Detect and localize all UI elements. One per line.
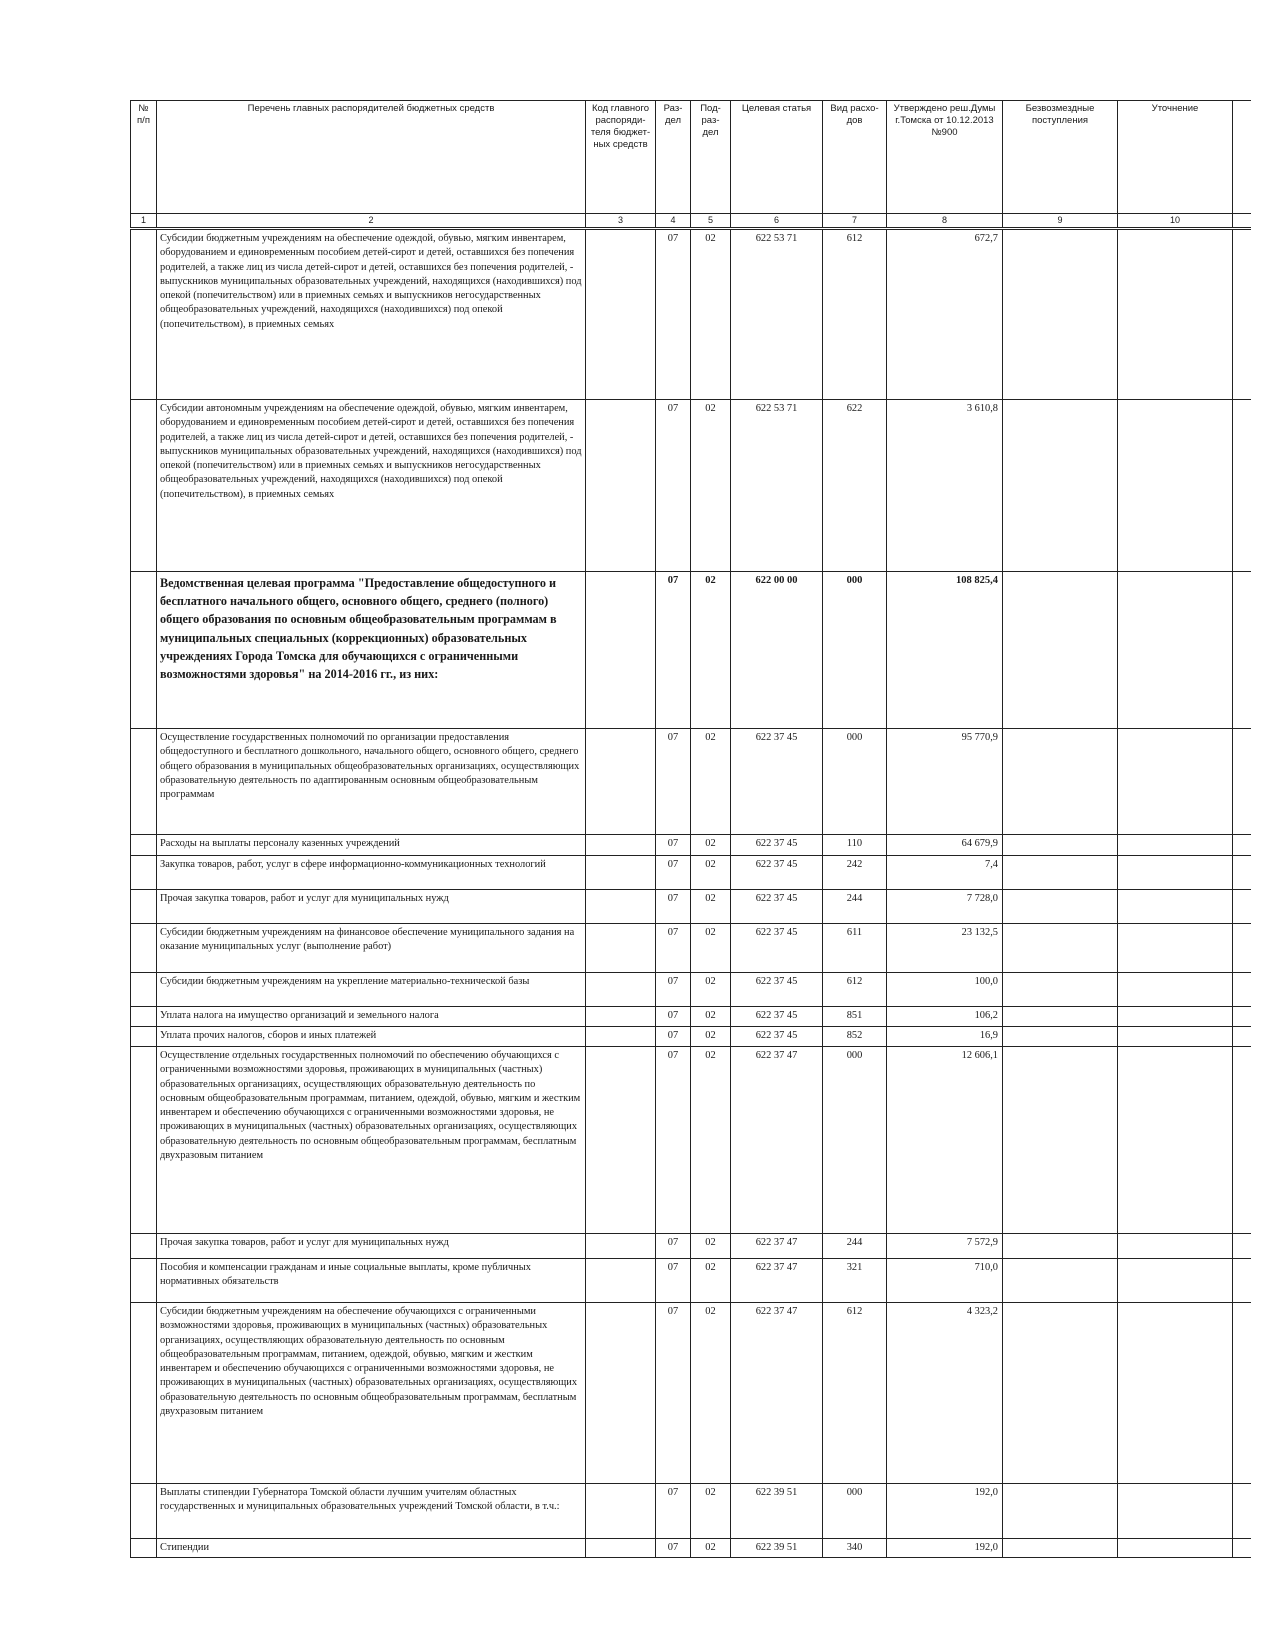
row-number-cell: [131, 924, 157, 973]
row-code-cell: [586, 973, 656, 1007]
row-statya-cell: 622 37 47: [731, 1234, 823, 1259]
row-amount-cell: 106,2: [887, 1007, 1003, 1027]
row-number-cell: [131, 729, 157, 835]
row-overflow-cell: [1233, 973, 1251, 1007]
row-amount-cell: 672,7: [887, 229, 1003, 400]
row-vid-cell: 000: [823, 729, 887, 835]
row-vid-cell: 611: [823, 924, 887, 973]
row-vid-cell: 000: [823, 572, 887, 729]
row-razdel-cell: 07: [656, 856, 691, 890]
row-razdel-cell: 07: [656, 1007, 691, 1027]
header-cell-vid: Вид расхо-дов: [823, 101, 887, 214]
row-razdel-cell: 07: [656, 1234, 691, 1259]
row-podrazdel-cell: 02: [691, 572, 731, 729]
column-number: 5: [691, 214, 731, 229]
row-vid-cell: 244: [823, 890, 887, 924]
row-grants-cell: [1003, 1259, 1118, 1303]
row-amount-cell: 95 770,9: [887, 729, 1003, 835]
row-code-cell: [586, 890, 656, 924]
row-razdel-cell: 07: [656, 572, 691, 729]
row-name-cell: Субсидии бюджетным учреждениям на укрепление материально-технической базы: [157, 973, 586, 1007]
row-refinement-cell: [1118, 890, 1233, 924]
column-number: 7: [823, 214, 887, 229]
header-cell-name: Перечень главных распорядителей бюджетных средств: [157, 101, 586, 214]
row-podrazdel-cell: 02: [691, 729, 731, 835]
row-number-cell: [131, 835, 157, 856]
row-grants-cell: [1003, 1539, 1118, 1558]
row-name-cell: Прочая закупка товаров, работ и услуг для муниципальных нужд: [157, 1234, 586, 1259]
row-amount-cell: 108 825,4: [887, 572, 1003, 729]
header-cell-statya: Целевая статья: [731, 101, 823, 214]
row-overflow-cell: [1233, 890, 1251, 924]
table-row: [131, 1259, 1251, 1303]
row-number-cell: [131, 890, 157, 924]
table-row: [131, 1007, 1251, 1027]
row-grants-cell: [1003, 856, 1118, 890]
header-cell-podrazdel: Под-раз-дел: [691, 101, 731, 214]
row-grants-cell: [1003, 1027, 1118, 1047]
row-statya-cell: 622 39 51: [731, 1484, 823, 1539]
column-number: 2: [157, 214, 586, 229]
row-overflow-cell: [1233, 572, 1251, 729]
row-number-cell: [131, 1303, 157, 1484]
row-overflow-cell: [1233, 1539, 1251, 1558]
header-cell-overflow: [1233, 101, 1251, 214]
row-vid-cell: 242: [823, 856, 887, 890]
row-refinement-cell: [1118, 1027, 1233, 1047]
row-number-cell: [131, 572, 157, 729]
table-row: [131, 973, 1251, 1007]
row-podrazdel-cell: 02: [691, 400, 731, 572]
column-number: 3: [586, 214, 656, 229]
row-razdel-cell: 07: [656, 1259, 691, 1303]
header-cell-refinement: Уточнение: [1118, 101, 1233, 214]
row-refinement-cell: [1118, 229, 1233, 400]
row-amount-cell: 7,4: [887, 856, 1003, 890]
row-overflow-cell: [1233, 400, 1251, 572]
row-vid-cell: 612: [823, 973, 887, 1007]
row-amount-cell: 23 132,5: [887, 924, 1003, 973]
row-name-cell: Расходы на выплаты персоналу казенных учреждений: [157, 835, 586, 856]
row-code-cell: [586, 1484, 656, 1539]
table-row: [131, 1047, 1251, 1234]
row-name-cell: Субсидии бюджетным учреждениям на обеспечение обучающихся с ограниченными возможностями здоровья, проживающих в муниципальных (частных) образовательных организациях, осуществляющих образовательную деятельность по основным общеобразовательным программам, питанием, одеждой, обувью, мягким и жестким инвентарем и обеспечению обучающихся с ограниченными возможностями здоровья, не проживающих в муниципальных (частных) образовательных организациях, осуществляющих образовательную деятельность по основным общеобразовательным программам, бесплатным двухразовым питанием: [157, 1303, 586, 1484]
row-code-cell: [586, 1539, 656, 1558]
column-number-row: [131, 214, 1251, 229]
row-grants-cell: [1003, 1234, 1118, 1259]
row-refinement-cell: [1118, 856, 1233, 890]
row-code-cell: [586, 1259, 656, 1303]
row-podrazdel-cell: 02: [691, 924, 731, 973]
row-name-cell: Субсидии бюджетным учреждениям на финансовое обеспечение муниципального задания на оказание муниципальных услуг (выполнение работ): [157, 924, 586, 973]
row-amount-cell: 710,0: [887, 1259, 1003, 1303]
row-vid-cell: 000: [823, 1484, 887, 1539]
row-grants-cell: [1003, 973, 1118, 1007]
row-vid-cell: 851: [823, 1007, 887, 1027]
row-number-cell: [131, 1007, 157, 1027]
row-podrazdel-cell: 02: [691, 1539, 731, 1558]
row-overflow-cell: [1233, 1259, 1251, 1303]
row-razdel-cell: 07: [656, 924, 691, 973]
table-row: [131, 1234, 1251, 1259]
row-statya-cell: 622 53 71: [731, 229, 823, 400]
row-razdel-cell: 07: [656, 890, 691, 924]
row-code-cell: [586, 1234, 656, 1259]
row-podrazdel-cell: 02: [691, 229, 731, 400]
table-row: [131, 1303, 1251, 1484]
row-grants-cell: [1003, 229, 1118, 400]
row-podrazdel-cell: 02: [691, 890, 731, 924]
table-row: [131, 1027, 1251, 1047]
row-vid-cell: 110: [823, 835, 887, 856]
row-overflow-cell: [1233, 729, 1251, 835]
row-podrazdel-cell: 02: [691, 835, 731, 856]
header-cell-grants: Безвозмездные поступления: [1003, 101, 1118, 214]
row-razdel-cell: 07: [656, 229, 691, 400]
row-code-cell: [586, 229, 656, 400]
row-refinement-cell: [1118, 1303, 1233, 1484]
row-amount-cell: 12 606,1: [887, 1047, 1003, 1234]
row-refinement-cell: [1118, 835, 1233, 856]
row-name-cell: Ведомственная целевая программа "Предоставление общедоступного и бесплатного начального общего, основного общего, среднего (полного) общего образования по основным общеобразовательным программам в муниципальных специальных (коррекционных) образовательных учреждениях Города Томска для обучающихся с ограниченными возможностями здоровья" на 2014-2016 гг., из них:: [157, 572, 586, 729]
column-number: 1: [131, 214, 157, 229]
row-razdel-cell: 07: [656, 1484, 691, 1539]
row-number-cell: [131, 1027, 157, 1047]
row-refinement-cell: [1118, 1484, 1233, 1539]
row-name-cell: Субсидии автономным учреждениям на обеспечение одеждой, обувью, мягким инвентарем, оборудованием и единовременным пособием детей-сирот и детей, оставшихся без попечения родителей, а также лиц из числа детей-сирот и детей, оставшихся без попечения родителей, - выпускников муниципальных образовательных учреждений, находящихся (находившихся) под опекой (попечительством) или в приемных семьях и выпускников негосударственных общеобразовательных учреждений, находящихся (находившихся) под опекой (попечительством), в приемных семьях: [157, 400, 586, 572]
row-name-cell: Прочая закупка товаров, работ и услуг для муниципальных нужд: [157, 890, 586, 924]
table-row: [131, 890, 1251, 924]
table-row: [131, 572, 1251, 729]
row-refinement-cell: [1118, 973, 1233, 1007]
row-number-cell: [131, 229, 157, 400]
row-name-cell: Уплата прочих налогов, сборов и иных платежей: [157, 1027, 586, 1047]
row-code-cell: [586, 1303, 656, 1484]
table-row: [131, 1539, 1251, 1558]
row-name-cell: Пособия и компенсации гражданам и иные социальные выплаты, кроме публичных нормативных обязательств: [157, 1259, 586, 1303]
row-amount-cell: 100,0: [887, 973, 1003, 1007]
row-podrazdel-cell: 02: [691, 1047, 731, 1234]
row-vid-cell: 612: [823, 229, 887, 400]
row-statya-cell: 622 37 47: [731, 1303, 823, 1484]
row-grants-cell: [1003, 1047, 1118, 1234]
row-statya-cell: 622 37 45: [731, 1027, 823, 1047]
row-code-cell: [586, 1007, 656, 1027]
row-refinement-cell: [1118, 1539, 1233, 1558]
row-amount-cell: 64 679,9: [887, 835, 1003, 856]
row-statya-cell: 622 37 45: [731, 835, 823, 856]
row-code-cell: [586, 835, 656, 856]
row-statya-cell: 622 37 45: [731, 890, 823, 924]
header-cell-number: № п/п: [131, 101, 157, 214]
row-statya-cell: 622 37 47: [731, 1047, 823, 1234]
row-overflow-cell: [1233, 856, 1251, 890]
row-razdel-cell: 07: [656, 1027, 691, 1047]
row-podrazdel-cell: 02: [691, 1484, 731, 1539]
header-cell-code: Код главного распоряди-теля бюджет-ных средств: [586, 101, 656, 214]
header-cell-approved: Утверждено реш.Думы г.Томска от 10.12.2013 №900: [887, 101, 1003, 214]
row-vid-cell: 000: [823, 1047, 887, 1234]
row-podrazdel-cell: 02: [691, 856, 731, 890]
row-refinement-cell: [1118, 924, 1233, 973]
column-number: [1233, 214, 1251, 229]
table-row: [131, 400, 1251, 572]
row-number-cell: [131, 1259, 157, 1303]
row-number-cell: [131, 1047, 157, 1234]
row-refinement-cell: [1118, 729, 1233, 835]
row-amount-cell: 3 610,8: [887, 400, 1003, 572]
row-razdel-cell: 07: [656, 1303, 691, 1484]
row-vid-cell: 321: [823, 1259, 887, 1303]
row-podrazdel-cell: 02: [691, 1234, 731, 1259]
row-statya-cell: 622 37 45: [731, 924, 823, 973]
row-number-cell: [131, 400, 157, 572]
column-number: 8: [887, 214, 1003, 229]
row-number-cell: [131, 1539, 157, 1558]
table-row: [131, 229, 1251, 400]
row-name-cell: Закупка товаров, работ, услуг в сфере информационно-коммуникационных технологий: [157, 856, 586, 890]
row-amount-cell: 4 323,2: [887, 1303, 1003, 1484]
row-grants-cell: [1003, 729, 1118, 835]
row-statya-cell: 622 37 45: [731, 856, 823, 890]
row-code-cell: [586, 924, 656, 973]
column-number: 9: [1003, 214, 1118, 229]
row-statya-cell: 622 37 45: [731, 1007, 823, 1027]
row-overflow-cell: [1233, 1047, 1251, 1234]
row-grants-cell: [1003, 572, 1118, 729]
row-statya-cell: 622 53 71: [731, 400, 823, 572]
row-name-cell: Уплата налога на имущество организаций и земельного налога: [157, 1007, 586, 1027]
row-code-cell: [586, 1027, 656, 1047]
row-number-cell: [131, 856, 157, 890]
row-vid-cell: 340: [823, 1539, 887, 1558]
row-overflow-cell: [1233, 229, 1251, 400]
row-grants-cell: [1003, 835, 1118, 856]
row-grants-cell: [1003, 1007, 1118, 1027]
row-grants-cell: [1003, 400, 1118, 572]
row-amount-cell: 7 728,0: [887, 890, 1003, 924]
row-number-cell: [131, 1234, 157, 1259]
row-refinement-cell: [1118, 400, 1233, 572]
row-number-cell: [131, 973, 157, 1007]
row-number-cell: [131, 1484, 157, 1539]
row-podrazdel-cell: 02: [691, 1007, 731, 1027]
row-vid-cell: 244: [823, 1234, 887, 1259]
row-statya-cell: 622 00 00: [731, 572, 823, 729]
row-refinement-cell: [1118, 572, 1233, 729]
row-name-cell: Субсидии бюджетным учреждениям на обеспечение одеждой, обувью, мягким инвентарем, оборудованием и единовременным пособием детей-сирот и детей, оставшихся без попечения родителей, а также лиц из числа детей-сирот и детей, оставшихся без попечения родителей, - выпускников муниципальных образовательных учреждений, находящихся (находившихся) под опекой (попечительством) или в приемных семьях и выпускников негосударственных общеобразовательных учреждений, находящихся (находившихся) под опекой (попечительством), в приемных семьях: [157, 229, 586, 400]
row-statya-cell: 622 37 45: [731, 973, 823, 1007]
row-overflow-cell: [1233, 835, 1251, 856]
row-grants-cell: [1003, 890, 1118, 924]
column-number: 6: [731, 214, 823, 229]
table-row: [131, 924, 1251, 973]
row-vid-cell: 852: [823, 1027, 887, 1047]
row-razdel-cell: 07: [656, 1047, 691, 1234]
row-refinement-cell: [1118, 1047, 1233, 1234]
header-row: [131, 101, 1251, 214]
row-statya-cell: 622 39 51: [731, 1539, 823, 1558]
row-vid-cell: 622: [823, 400, 887, 572]
row-refinement-cell: [1118, 1259, 1233, 1303]
row-razdel-cell: 07: [656, 835, 691, 856]
table-row: [131, 856, 1251, 890]
row-statya-cell: 622 37 47: [731, 1259, 823, 1303]
column-number: 4: [656, 214, 691, 229]
row-statya-cell: 622 37 45: [731, 729, 823, 835]
row-podrazdel-cell: 02: [691, 1303, 731, 1484]
row-podrazdel-cell: 02: [691, 1259, 731, 1303]
row-overflow-cell: [1233, 1234, 1251, 1259]
row-amount-cell: 16,9: [887, 1027, 1003, 1047]
row-overflow-cell: [1233, 1303, 1251, 1484]
row-refinement-cell: [1118, 1007, 1233, 1027]
budget-table: [130, 100, 1251, 1558]
row-overflow-cell: [1233, 1484, 1251, 1539]
row-grants-cell: [1003, 924, 1118, 973]
row-amount-cell: 192,0: [887, 1539, 1003, 1558]
table-row: [131, 729, 1251, 835]
row-code-cell: [586, 572, 656, 729]
row-razdel-cell: 07: [656, 729, 691, 835]
row-amount-cell: 7 572,9: [887, 1234, 1003, 1259]
row-podrazdel-cell: 02: [691, 1027, 731, 1047]
row-code-cell: [586, 729, 656, 835]
row-overflow-cell: [1233, 924, 1251, 973]
column-number: 10: [1118, 214, 1233, 229]
table-row: [131, 1484, 1251, 1539]
row-overflow-cell: [1233, 1007, 1251, 1027]
row-name-cell: Осуществление отдельных государственных полномочий по обеспечению обучающихся с ограниченными возможностями здоровья, проживающих в муниципальных (частных) образовательных организациях, осуществляющих образовательную деятельность по основным общеобразовательным программам, питанием, одеждой, обувью, мягким и жестким инвентарем и обеспечению обучающихся с ограниченными возможностями здоровья, не проживающих в муниципальных (частных) образовательных организациях, осуществляющих образовательную деятельность по основным общеобразовательным программам, бесплатным двухразовым питанием: [157, 1047, 586, 1234]
row-code-cell: [586, 856, 656, 890]
row-vid-cell: 612: [823, 1303, 887, 1484]
row-code-cell: [586, 400, 656, 572]
row-razdel-cell: 07: [656, 1539, 691, 1558]
row-razdel-cell: 07: [656, 400, 691, 572]
row-grants-cell: [1003, 1484, 1118, 1539]
row-razdel-cell: 07: [656, 973, 691, 1007]
header-cell-razdel: Раз-дел: [656, 101, 691, 214]
row-code-cell: [586, 1047, 656, 1234]
row-amount-cell: 192,0: [887, 1484, 1003, 1539]
row-name-cell: Осуществление государственных полномочий по организации предоставления общедоступного и бесплатного дошкольного, начального общего, основного общего, среднего общего образования в муниципальных общеобразовательных организациях, осуществляющих образовательную деятельность по адаптированным основным общеобразовательным программам: [157, 729, 586, 835]
row-name-cell: Стипендии: [157, 1539, 586, 1558]
row-grants-cell: [1003, 1303, 1118, 1484]
row-refinement-cell: [1118, 1234, 1233, 1259]
table-row: [131, 835, 1251, 856]
row-name-cell: Выплаты стипендии Губернатора Томской области лучшим учителям областных государственных и муниципальных образовательных учреждений Томской области, в т.ч.:: [157, 1484, 586, 1539]
row-podrazdel-cell: 02: [691, 973, 731, 1007]
row-overflow-cell: [1233, 1027, 1251, 1047]
